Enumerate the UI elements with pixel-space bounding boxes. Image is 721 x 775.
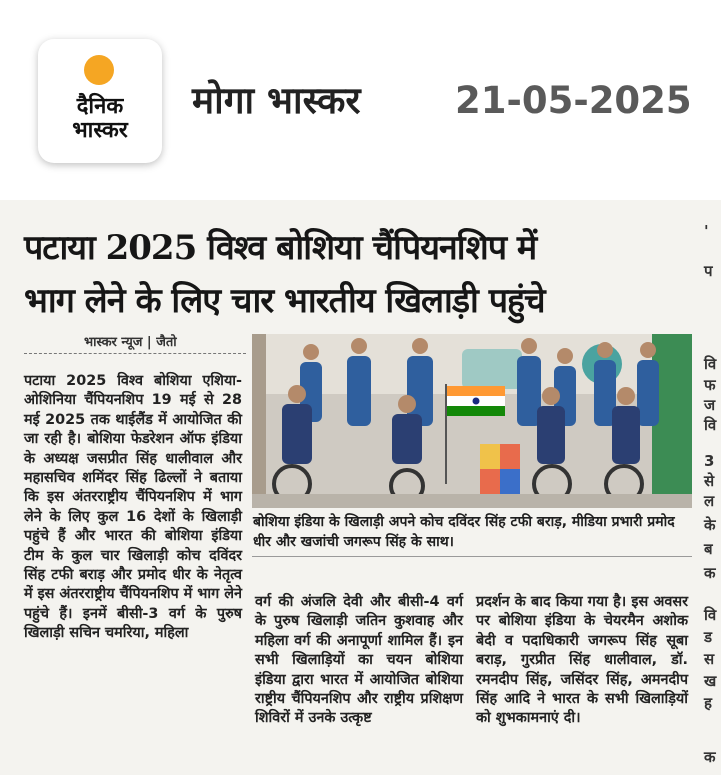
- caption-divider: [252, 556, 692, 557]
- fragment-char: वि: [704, 416, 717, 434]
- article-column-1: पटाया 2025 विश्व बोशिया एशिया-ओशिनिया चैंपियनशिप 19 मई से 28 मई 2025 तक थाईलैंड में आयोजित की जा रही है। बोशिया फेडरेशन ऑफ इंडिया के अध्यक्ष जसप्रीत सिंह धालीवाल और महासचिव शमिंदर सिंह ढिल्लों ने बताया कि इस अंतरराष्ट्रीय चैंपियनशिप में भाग लेने के लिए कुल 16 देशों के खिलाड़ी पहुंचे हैं और भारत की बोशिया इंडिया टीम के कुल चार खिलाड़ी कोच दविंदर सिंह टफी बराड़ और प्रमोद धीर के नेतृत्व में इस अंतरराष्ट्रीय चैंपियनशिप में भाग लेने पहुंचे हैं। इनमें बीसी-3 वर्ग के पुरुष खिलाड़ी सचिन चमरिया, महिला: [24, 373, 242, 642]
- headline-line1: पटाया 2025 विश्व बोशिया चैंपियनशिप में: [24, 228, 537, 268]
- fragment-char: ल: [704, 492, 715, 510]
- article-byline: भास्कर न्यूज | जैतो: [84, 335, 177, 350]
- byline-divider: [24, 353, 246, 354]
- fragment-char: वि: [704, 355, 717, 373]
- fragment-char: ड: [704, 628, 713, 646]
- team-photo-illustration: [252, 334, 692, 508]
- dainik-bhaskar-logo[interactable]: [38, 39, 162, 163]
- logo-text-line1: दैनिक: [76, 94, 124, 119]
- fragment-char: स: [704, 650, 715, 668]
- fragment-char: से: [704, 472, 715, 490]
- team-photo: [252, 334, 692, 508]
- headline-line2: भाग लेने के लिए चार भारतीय खिलाड़ी पहुंचे: [24, 281, 545, 321]
- app-header: [0, 0, 721, 200]
- newspaper-clipping[interactable]: [0, 200, 721, 775]
- fragment-char: ख: [704, 672, 717, 690]
- article-headline: [24, 222, 694, 328]
- logo-sun-icon: [84, 55, 114, 85]
- fragment-char: ब: [704, 540, 713, 558]
- logo-text-line2: भास्कर: [72, 118, 128, 143]
- fragment-char: 3: [704, 452, 715, 470]
- fragment-char: प: [704, 262, 713, 280]
- fragment-char: वि: [704, 606, 717, 624]
- fragment-char: ह: [704, 694, 712, 712]
- fragment-char: ज: [704, 396, 716, 414]
- fragment-char: के: [704, 516, 716, 534]
- fragment-char: ': [704, 222, 709, 240]
- adjacent-article-fragment: [702, 200, 721, 775]
- fragment-char: क: [704, 748, 716, 766]
- article-column-2: वर्ग की अंजलि देवी और बीसी-4 वर्ग के पुरुष खिलाड़ी जतिन कुशवाह और महिला वर्ग की अनापूर्णा शामिल हैं। इन सभी खिलाड़ियों का चयन बोशिया इंडिया द्वारा भारत में आयोजित बोशिया राष्ट्रीय चैंपियनशिप और राष्ट्रीय प्रशिक्षण शिविरों में उनके उत्कृष्ट: [255, 594, 463, 727]
- fragment-char: फ: [704, 376, 716, 394]
- edition-date: 21-05-2025: [455, 79, 692, 122]
- photo-caption: बोशिया इंडिया के खिलाड़ी अपने कोच दविंदर सिंह टफी बराड़, मीडिया प्रभारी प्रमोद धीर और खजांची जगरूप सिंह के साथ।: [253, 514, 675, 550]
- edition-title: मोगा भास्कर: [192, 79, 361, 122]
- article-column-3: प्रदर्शन के बाद किया गया है। इस अवसर पर बोशिया इंडिया के चेयरमैन अशोक बेदी व पदाधिकारी जगरूप सिंह सूबा बराड़, गुरप्रीत सिंह धालीवाल, डॉ. रमनदीप सिंह, जसिंदर सिंह, अमनदीप सिंह आदि ने भारत के सभी खिलाड़ियों को शुभकामनाएं दी।: [476, 594, 688, 727]
- fragment-char: क: [704, 564, 716, 582]
